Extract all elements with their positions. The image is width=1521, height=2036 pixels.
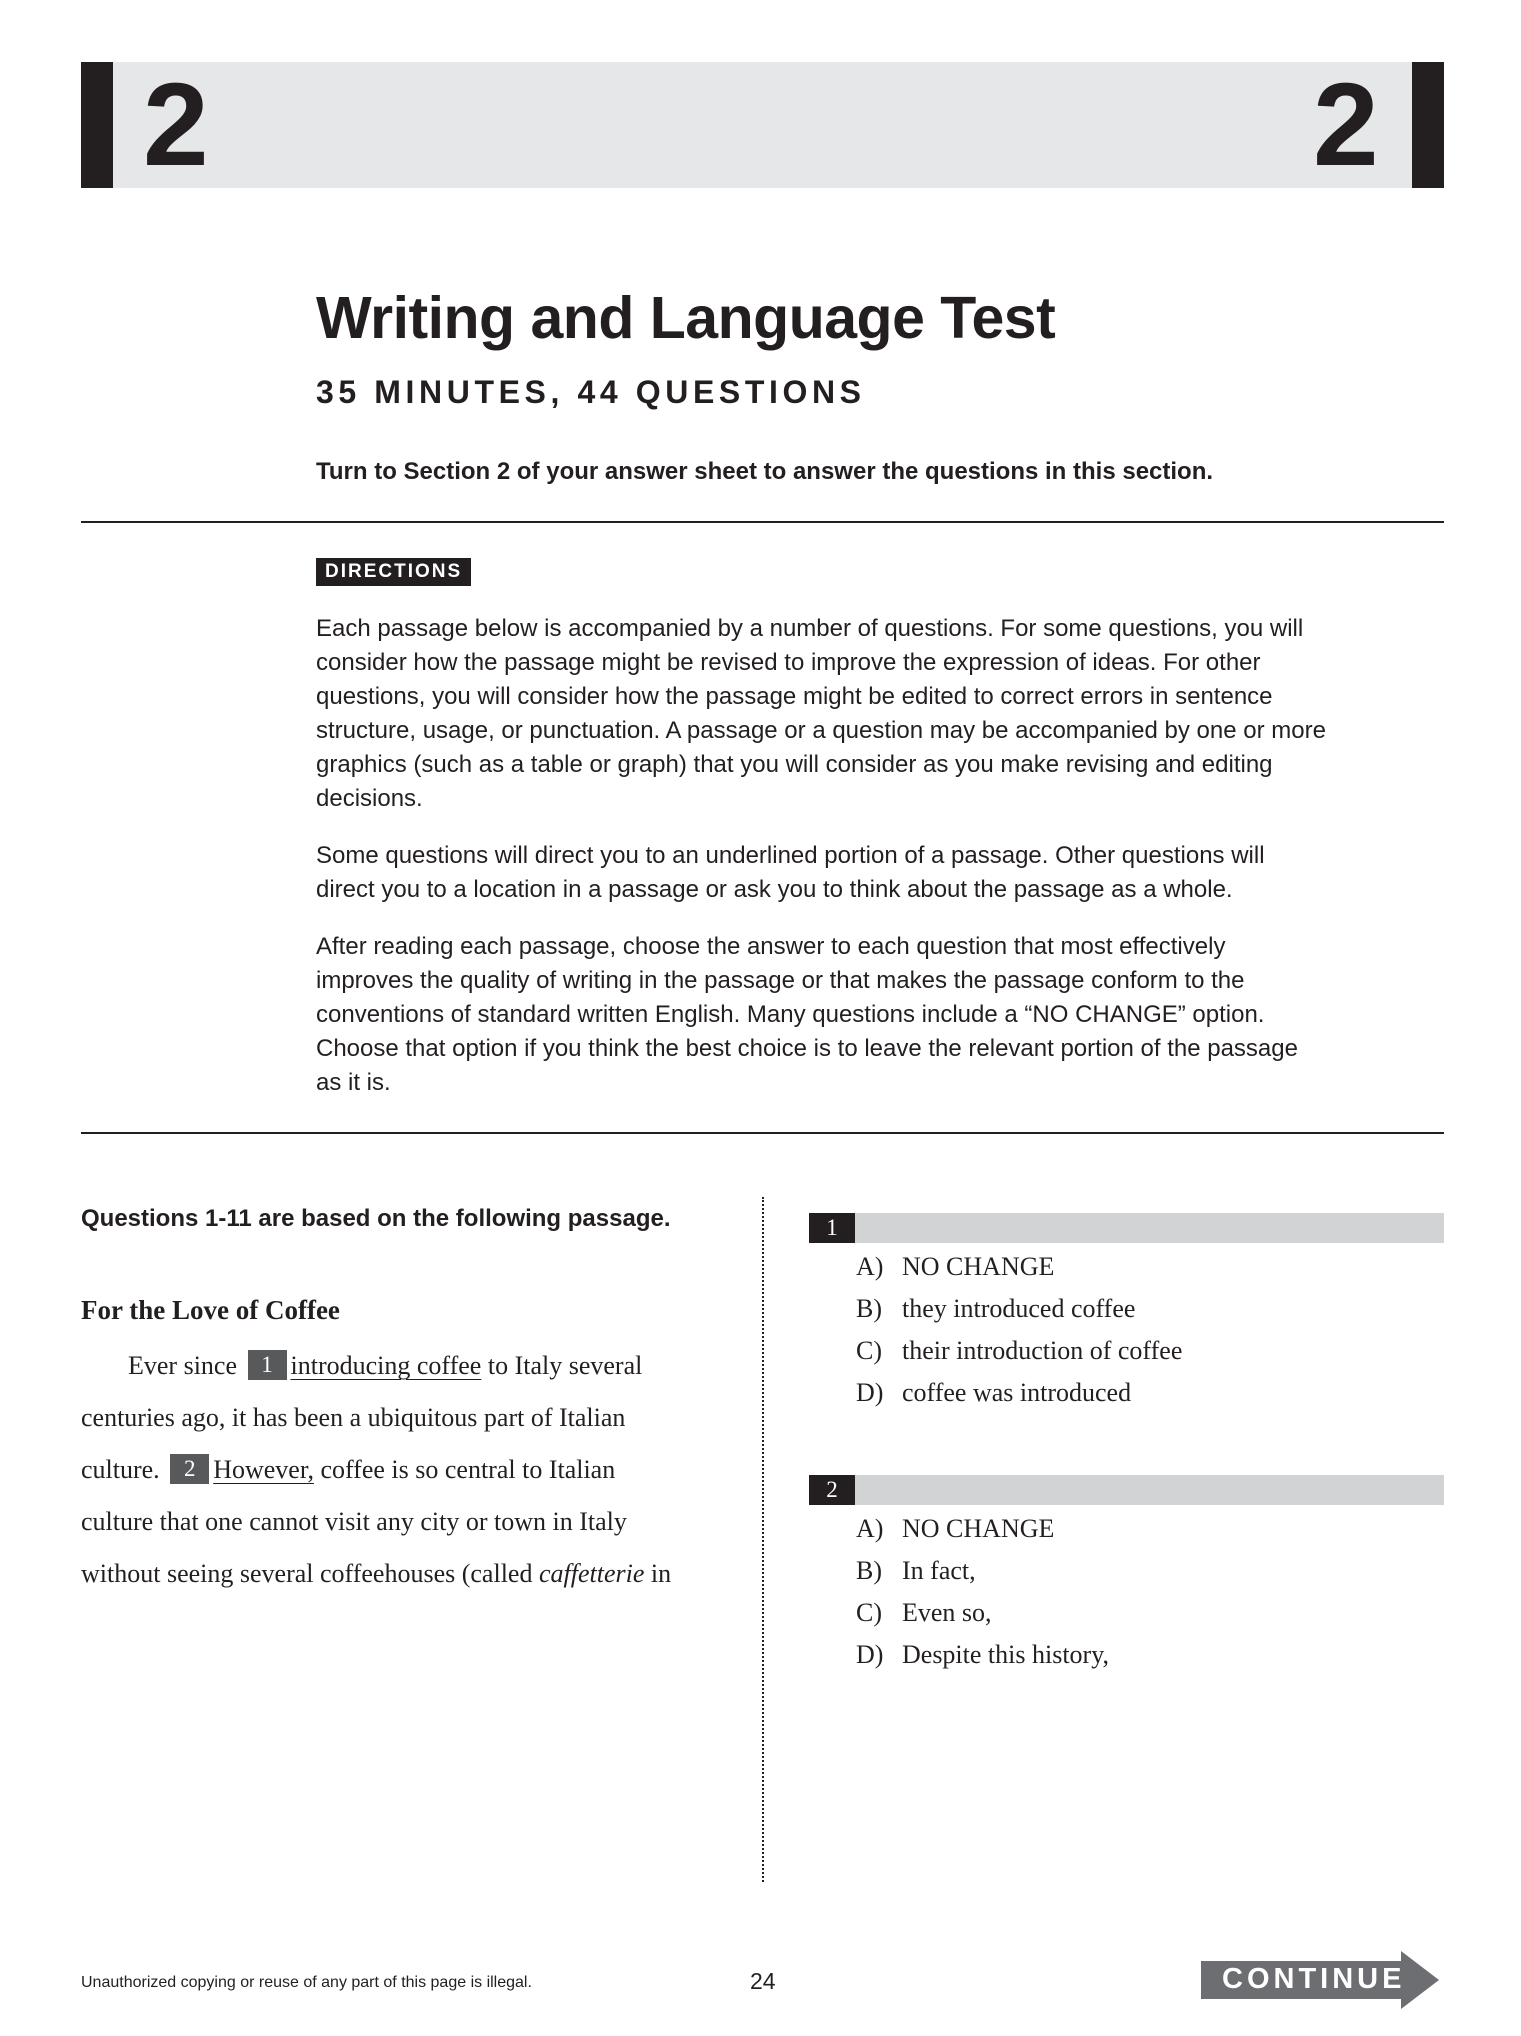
- passage-line: centuries ago, it has been a ubiquitous part of Italian: [81, 1403, 626, 1432]
- directions-paragraph: After reading each passage, choose the answer to each question that most effectively improves the quality of writing in the passage or that makes the passage conform to the conventions of standard written English. Many questions include a “NO CHANGE” option. Choose that option if you think the best choice is to leave the relevant portion of the passage as it is.: [316, 933, 1298, 1096]
- answer-option-1d[interactable]: [856, 1372, 1182, 1414]
- directions-label: DIRECTIONS: [316, 558, 471, 586]
- answer-option-2c[interactable]: [856, 1592, 1109, 1634]
- question-2-header: [809, 1475, 1444, 1505]
- answer-option-2d[interactable]: [856, 1634, 1109, 1676]
- section-header-bar-left: [81, 62, 113, 188]
- page-number: 24: [750, 1968, 776, 1994]
- question-2-number: 2: [809, 1475, 855, 1505]
- option-text: their introduction of coffee: [902, 1336, 1183, 1365]
- option-letter: B): [856, 1294, 882, 1323]
- passage-title: For the Love of Coffee: [81, 1295, 340, 1325]
- underlined-portion-1[interactable]: introducing coffee: [290, 1351, 482, 1380]
- test-subtitle: 35 MINUTES, 44 QUESTIONS: [316, 374, 866, 410]
- copyright-notice: Unauthorized copying or reuse of any part of this page is illegal.: [81, 1974, 532, 1991]
- passage-text: [81, 1340, 701, 1600]
- section-header-bar-right: [1412, 62, 1444, 188]
- option-text: they introduced coffee: [902, 1294, 1136, 1323]
- continue-label[interactable]: CONTINUE: [1222, 1963, 1406, 1995]
- option-text: coffee was introduced: [902, 1378, 1132, 1407]
- answer-option-1a[interactable]: [856, 1246, 1182, 1288]
- directions-paragraph: Each passage below is accompanied by a number of questions. For some questions, you will consider how the passage might be revised to improve the expression of ideas. For other questions, you will consider how the passage might be edited to correct errors in sentence structure, usage, or punctuation. A passage or a question may be accompanied by one or more graphics (such as a table or graph) that you will consider as you make revising and editing decisions.: [316, 615, 1326, 812]
- answer-option-2b[interactable]: [856, 1550, 1109, 1592]
- passage-line: culture that one cannot visit any city or town in Italy: [81, 1507, 627, 1536]
- answer-option-1b[interactable]: [856, 1288, 1182, 1330]
- passage-line: [81, 1340, 701, 1392]
- passage-intro: Questions 1-11 are based on the following passage.: [81, 1205, 671, 1232]
- option-letter: A): [856, 1514, 884, 1543]
- option-text: In fact,: [902, 1556, 976, 1585]
- section-number-left: 2: [143, 59, 209, 191]
- option-text: Despite this history,: [902, 1640, 1110, 1669]
- question-1-options: [856, 1246, 1182, 1414]
- directions-text: [316, 612, 1326, 1123]
- directions-paragraph: Some questions will direct you to an underlined portion of a passage. Other questions will direct you to a location in a passage or ask you to think about the passage as a whole.: [316, 842, 1265, 903]
- option-text: Even so,: [902, 1598, 992, 1627]
- option-letter: C): [856, 1336, 882, 1365]
- passage-line: [81, 1444, 701, 1496]
- question-2-options: [856, 1508, 1109, 1676]
- section-number-right: 2: [1313, 59, 1379, 191]
- option-letter: D): [856, 1378, 884, 1407]
- question-marker-1[interactable]: 1: [248, 1350, 287, 1380]
- section-header-band: [81, 59, 1444, 191]
- passage-text-segment: to Italy several: [487, 1351, 643, 1380]
- option-text: NO CHANGE: [902, 1514, 1055, 1543]
- option-letter: C): [856, 1598, 882, 1627]
- divider-rule-top: [81, 521, 1444, 523]
- passage-text-segment: coffee is so central to Italian: [320, 1455, 616, 1484]
- divider-rule-bottom: [81, 1132, 1444, 1134]
- question-1-header: [809, 1213, 1444, 1243]
- answer-sheet-instruction: Turn to Section 2 of your answer sheet to answer the questions in this section.: [316, 458, 1214, 485]
- underlined-portion-2[interactable]: However,: [213, 1455, 314, 1484]
- passage-text-segment: in: [650, 1559, 672, 1588]
- question-1-number: 1: [809, 1213, 855, 1243]
- passage-text-segment: Ever since: [128, 1351, 238, 1380]
- option-text: NO CHANGE: [902, 1252, 1055, 1281]
- passage-text-segment: culture.: [81, 1455, 160, 1484]
- option-letter: A): [856, 1252, 884, 1281]
- answer-option-2a[interactable]: [856, 1508, 1109, 1550]
- test-title: Writing and Language Test: [316, 285, 1056, 351]
- question-marker-2[interactable]: 2: [170, 1454, 209, 1484]
- passage-italic-term: caffetterie: [538, 1559, 645, 1588]
- passage-text-segment: without seeing several coffeehouses (called: [81, 1559, 533, 1588]
- passage-line: [81, 1548, 701, 1600]
- option-letter: D): [856, 1640, 884, 1669]
- column-divider: [762, 1197, 764, 1882]
- option-letter: B): [856, 1556, 882, 1585]
- answer-option-1c[interactable]: [856, 1330, 1182, 1372]
